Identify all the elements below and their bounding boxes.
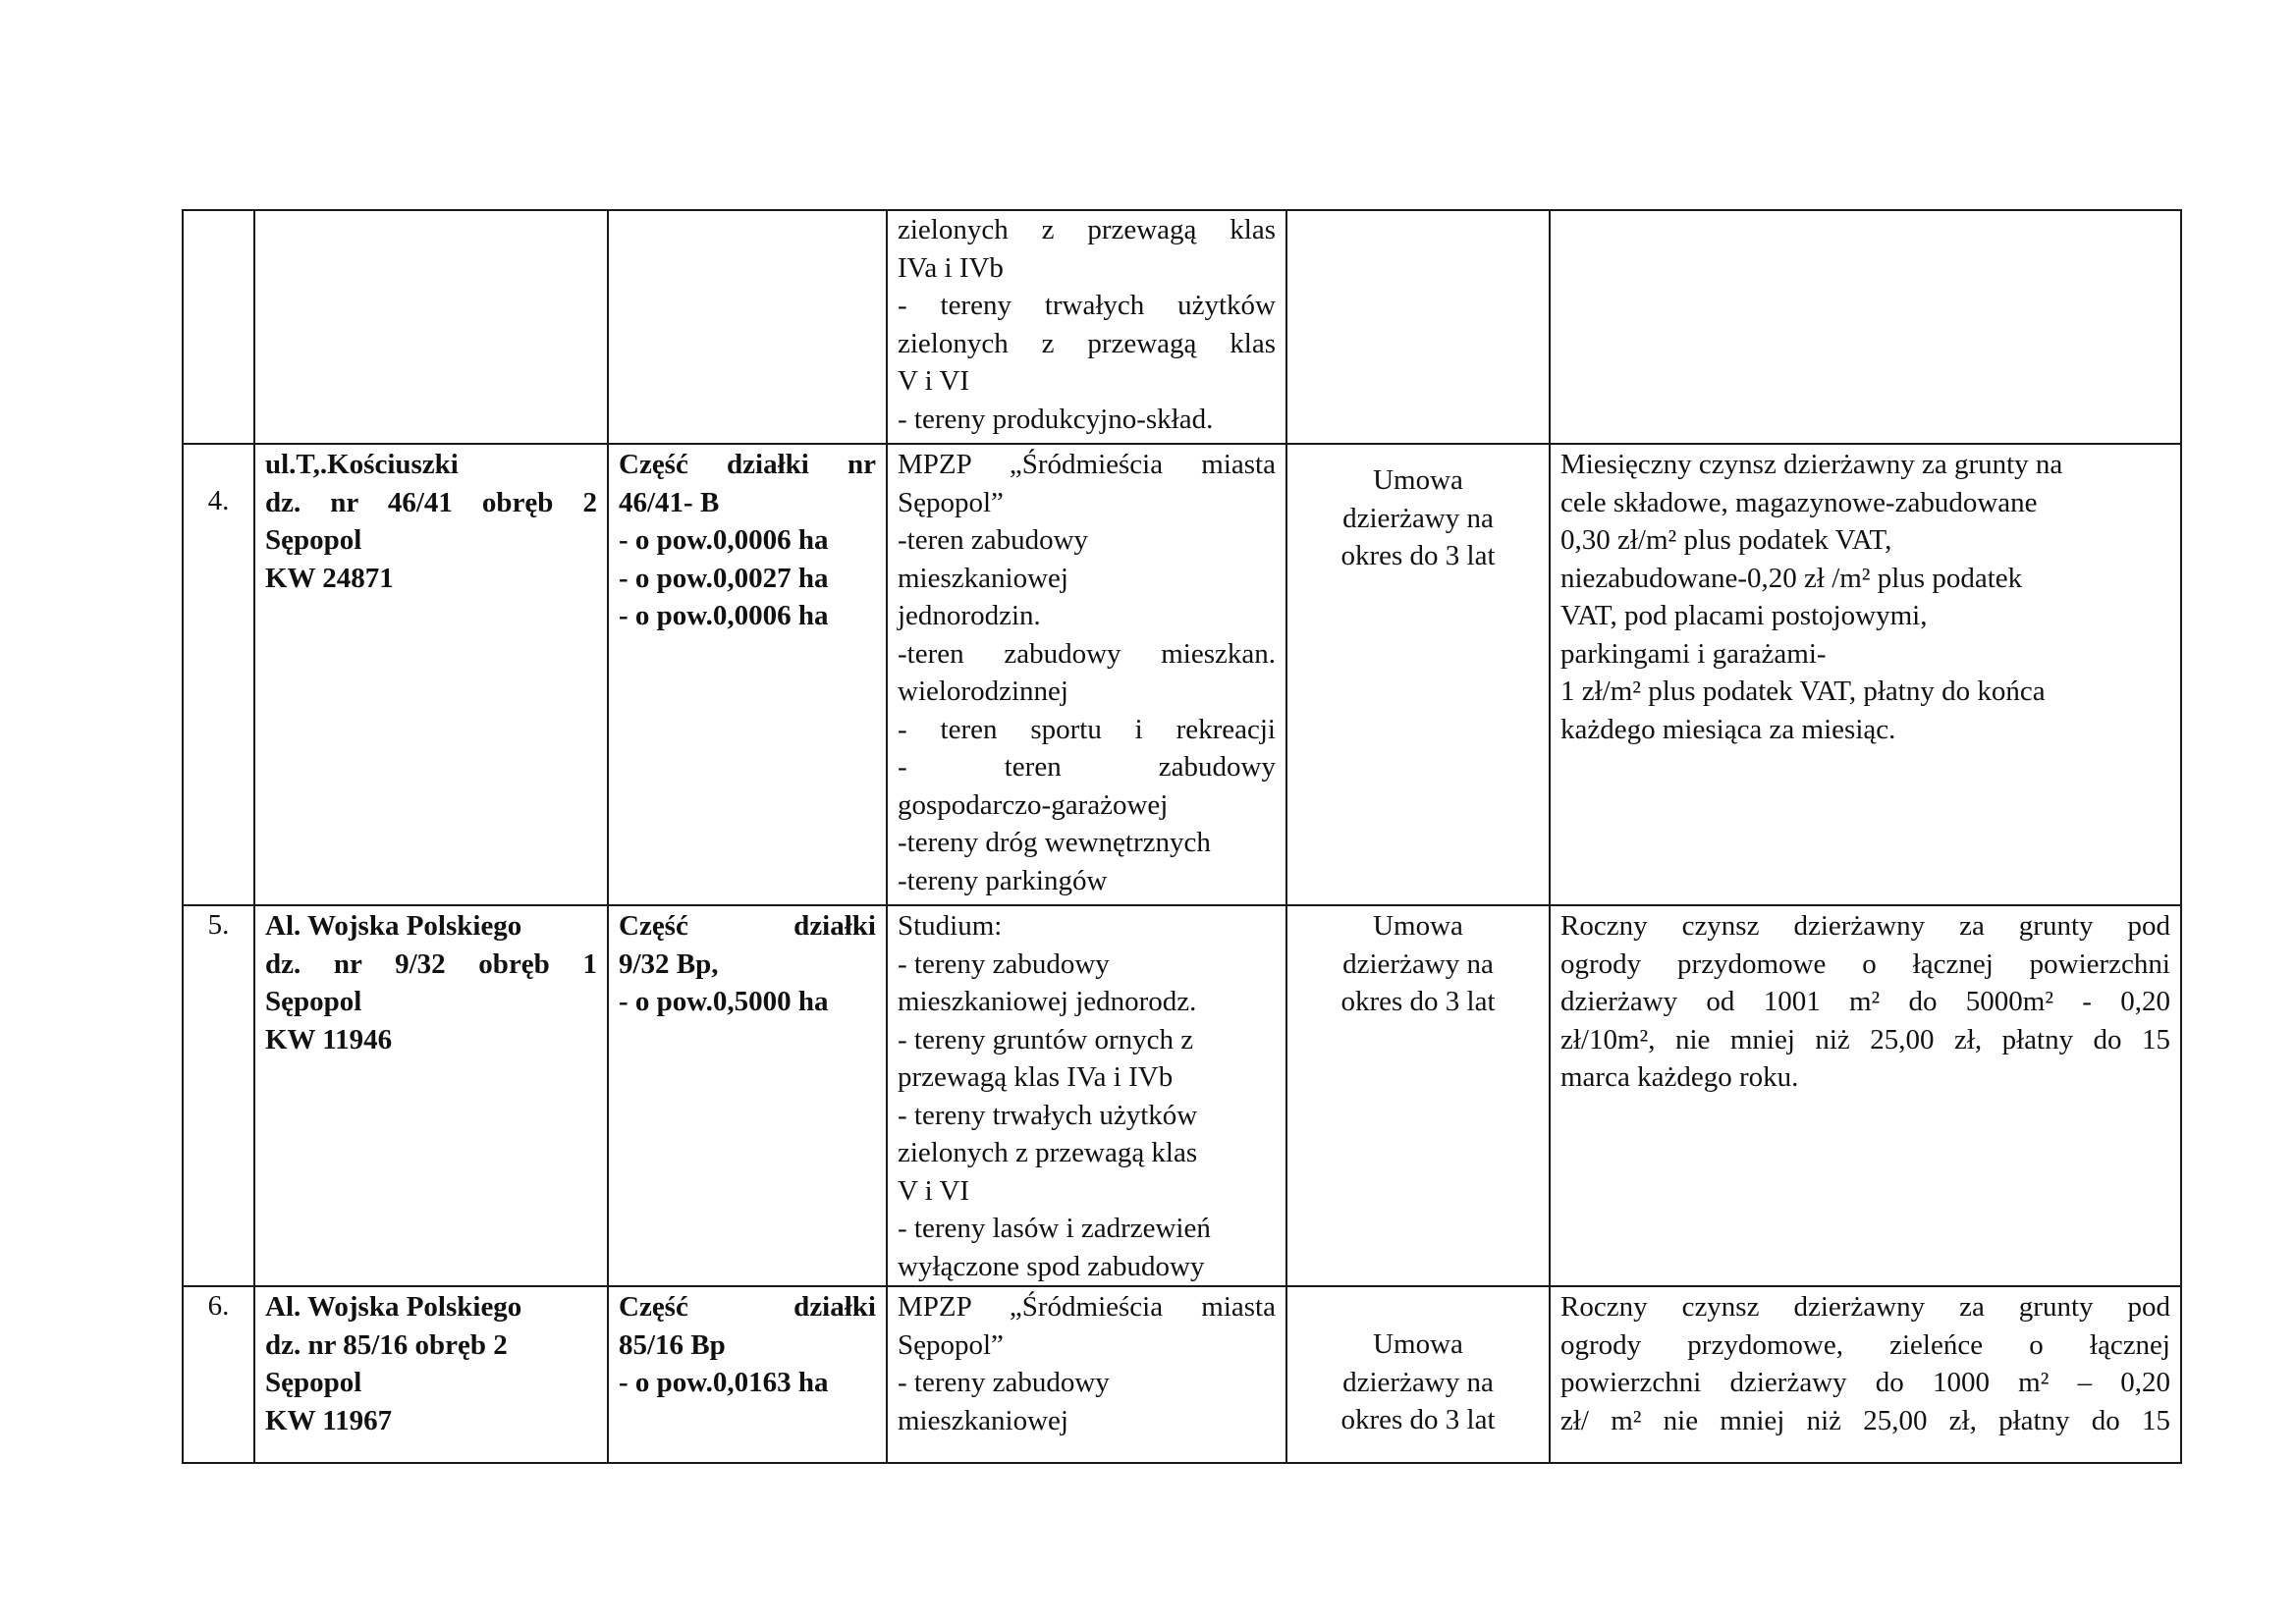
zoning-line: - tereny produkcyjno-skład. xyxy=(898,403,1214,435)
row-number-cell xyxy=(183,1286,254,1463)
zoning-line: Sępopol” xyxy=(898,1328,1004,1361)
rent-line: każdego miesiąca za miesiąc. xyxy=(1560,713,1896,745)
plot-line: - o pow.0,0027 ha xyxy=(619,562,829,594)
zoning-line: mieszkaniowej xyxy=(898,1404,1068,1436)
rent-line: ogrody przydomowe o łącznej powierzchni xyxy=(1560,947,2170,980)
zoning-line: V i VI xyxy=(898,1174,970,1207)
rent-line: Roczny czynsz dzierżawny za grunty pod xyxy=(1560,910,2170,942)
lease-line: okres do 3 lat xyxy=(1340,986,1496,1017)
lease-cell xyxy=(1286,210,1550,444)
row-number-cell xyxy=(183,905,254,1286)
lease-line: dzierżawy na xyxy=(1342,1366,1494,1398)
zoning-line: - tereny gruntów ornych z xyxy=(898,1023,1194,1055)
plot-line: 9/32 Bp, xyxy=(619,947,719,980)
zoning-line: MPZP „Śródmieścia miasta xyxy=(898,449,1276,480)
row-number-cell xyxy=(183,444,254,905)
zoning-line: zielonych z przewagą klas xyxy=(898,327,1276,359)
lease-line: okres do 3 lat xyxy=(1340,1404,1496,1435)
lease-line: dzierżawy na xyxy=(1342,502,1494,534)
location-line: Al. Wojska Polskiego xyxy=(265,910,522,942)
location-cell xyxy=(254,444,608,905)
zoning-line: gospodarczo-garażowej xyxy=(898,788,1169,821)
zoning-line: - tereny trwałych użytków xyxy=(898,1099,1198,1131)
lease-cell xyxy=(1286,1286,1550,1463)
zoning-line: MPZP „Śródmieścia miasta xyxy=(898,1291,1276,1323)
table-row-6 xyxy=(183,1286,2181,1463)
zoning-line: zielonych z przewagą klas xyxy=(898,1137,1198,1168)
plot-cell xyxy=(608,210,887,444)
zoning-line: jednorodzin. xyxy=(898,600,1041,631)
zoning-line: - teren sportu i rekreacji xyxy=(898,713,1276,745)
location-line: Sępopol xyxy=(265,524,362,556)
plot-line: Część działki xyxy=(619,1291,876,1323)
zoning-line: -teren zabudowy xyxy=(898,524,1089,556)
lease-offer-table xyxy=(182,209,2182,1464)
zoning-line: -tereny dróg wewnętrznych xyxy=(898,827,1211,858)
rent-line: parkingami i garażami- xyxy=(1560,637,1827,670)
location-line: KW 11946 xyxy=(265,1023,393,1055)
location-line: Sępopol xyxy=(265,986,362,1017)
lease-line: Umowa xyxy=(1373,1328,1463,1360)
rent-line: cele składowe, magazynowe-zabudowane xyxy=(1560,486,2038,518)
zoning-line: wielorodzinnej xyxy=(898,676,1068,707)
row-number-cell xyxy=(183,210,254,444)
location-line: KW 24871 xyxy=(265,562,394,594)
rent-cell xyxy=(1550,210,2181,444)
location-cell xyxy=(254,905,608,1286)
table-row-5 xyxy=(183,905,2181,1286)
plot-line: - o pow.0,0163 ha xyxy=(619,1367,829,1398)
plot-cell xyxy=(608,444,887,905)
rent-line: ogrody przydomowe, zieleńce o łącznej xyxy=(1560,1328,2170,1361)
location-cell xyxy=(254,1286,608,1463)
row-number: 5. xyxy=(207,909,230,941)
zoning-line: IVa i IVb xyxy=(898,251,1004,284)
zoning-cell xyxy=(887,1286,1286,1463)
zoning-line: mieszkaniowej xyxy=(898,562,1068,594)
zoning-line: zielonych z przewagą klas xyxy=(898,214,1276,245)
rent-line: 0,30 zł/m² plus podatek VAT, xyxy=(1560,524,1892,556)
zoning-line: mieszkaniowej jednorodz. xyxy=(898,986,1197,1017)
plot-line: - o pow.0,0006 ha xyxy=(619,524,829,556)
table-row-continuation xyxy=(183,210,2181,444)
location-line: Sępopol xyxy=(265,1367,362,1398)
row-number: 4. xyxy=(207,485,230,516)
plot-line: - o pow.0,5000 ha xyxy=(619,986,829,1017)
location-line: dz. nr 46/41 obręb 2 xyxy=(265,486,597,518)
location-cell xyxy=(254,210,608,444)
zoning-line: Sępopol” xyxy=(898,486,1004,518)
rent-line: zł/ m² nie mniej niż 25,00 zł, płatny do 15 xyxy=(1560,1404,2170,1436)
plot-line: 85/16 Bp xyxy=(619,1328,726,1361)
plot-line: Część działki nr xyxy=(619,449,876,480)
lease-line: dzierżawy na xyxy=(1342,947,1494,980)
rent-line: Miesięczny czynsz dzierżawny za grunty na xyxy=(1560,449,2063,480)
zoning-line: - tereny zabudowy xyxy=(898,1367,1110,1398)
plot-line: - o pow.0,0006 ha xyxy=(619,600,829,631)
plot-line: Część działki xyxy=(619,910,876,942)
zoning-line: -tereny parkingów xyxy=(898,864,1108,896)
rent-line: VAT, pod placami postojowymi, xyxy=(1560,600,1928,631)
lease-line: Umowa xyxy=(1373,464,1463,496)
rent-cell xyxy=(1550,1286,2181,1463)
zoning-line: - tereny trwałych użytków xyxy=(898,290,1276,321)
lease-line: Umowa xyxy=(1373,910,1463,942)
zoning-line: V i VI xyxy=(898,365,970,397)
zoning-cell xyxy=(887,210,1286,444)
zoning-line: - tereny zabudowy xyxy=(898,947,1110,980)
location-line: ul.T,.Kościuszki xyxy=(265,449,459,480)
rent-line: 1 zł/m² plus podatek VAT, płatny do końca xyxy=(1560,676,2046,707)
zoning-cell xyxy=(887,444,1286,905)
zoning-line: przewagą klas IVa i IVb xyxy=(898,1061,1174,1093)
lease-cell xyxy=(1286,905,1550,1286)
zoning-line: - teren zabudowy xyxy=(898,751,1276,783)
location-line: Al. Wojska Polskiego xyxy=(265,1291,522,1323)
plot-cell xyxy=(608,1286,887,1463)
rent-line: zł/10m², nie mniej niż 25,00 zł, płatny do 15 xyxy=(1560,1023,2170,1055)
lease-line: okres do 3 lat xyxy=(1340,540,1496,571)
location-line: KW 11967 xyxy=(265,1404,393,1436)
location-line: dz. nr 85/16 obręb 2 xyxy=(265,1328,508,1361)
table-row-4 xyxy=(183,444,2181,905)
rent-cell xyxy=(1550,905,2181,1286)
rent-line: Roczny czynsz dzierżawny za grunty pod xyxy=(1560,1291,2170,1323)
rent-line: marca każdego roku. xyxy=(1560,1061,1799,1093)
plot-cell xyxy=(608,905,887,1286)
rent-cell xyxy=(1550,444,2181,905)
plot-line: 46/41- B xyxy=(619,486,720,518)
rent-line: powierzchni dzierżawy do 1000 m² – 0,20 xyxy=(1560,1367,2170,1398)
zoning-line: -teren zabudowy mieszkan. xyxy=(898,637,1276,670)
location-line: dz. nr 9/32 obręb 1 xyxy=(265,947,597,980)
rent-line: dzierżawy od 1001 m² do 5000m² - 0,20 xyxy=(1560,986,2170,1017)
zoning-line: Studium: xyxy=(898,910,1003,942)
row-number: 6. xyxy=(207,1290,230,1322)
zoning-line: - tereny lasów i zadrzewień xyxy=(898,1213,1211,1244)
zoning-cell xyxy=(887,905,1286,1286)
zoning-line: wyłączone spod zabudowy xyxy=(898,1250,1205,1282)
rent-line: niezabudowane-0,20 zł /m² plus podatek xyxy=(1560,562,2023,594)
lease-cell xyxy=(1286,444,1550,905)
